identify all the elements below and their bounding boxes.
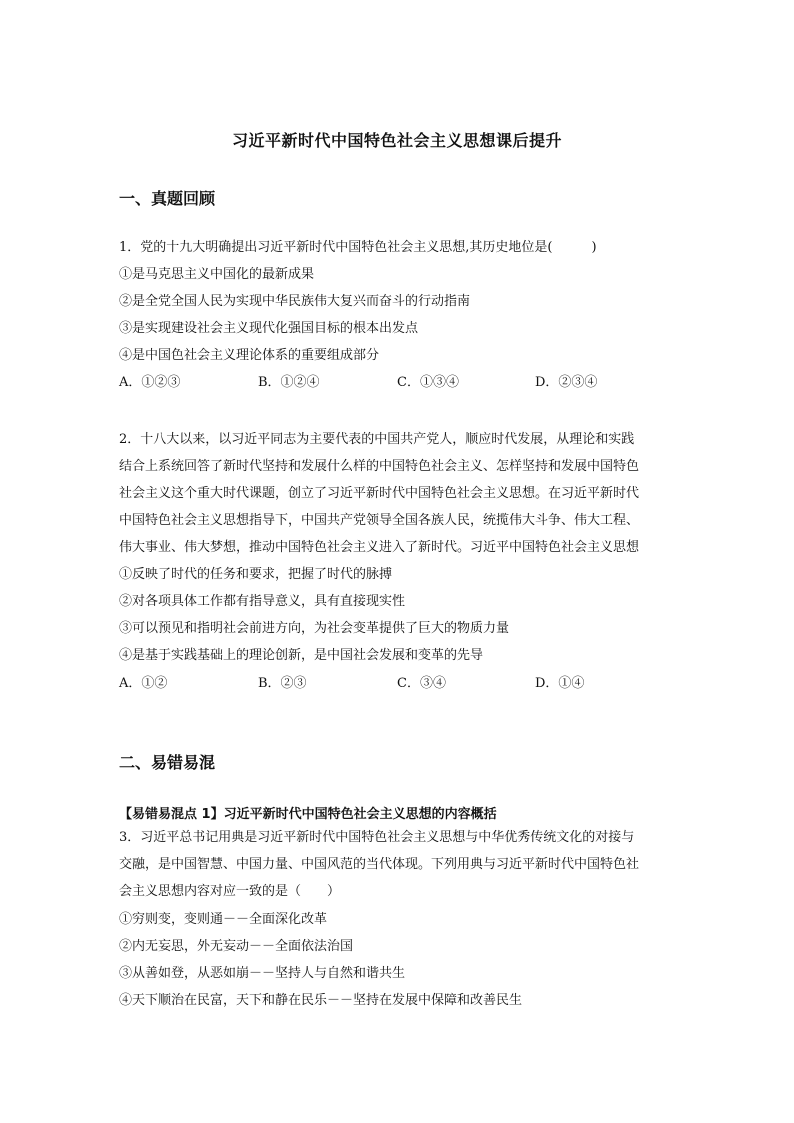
question-1-item: ①是马克思主义中国化的最新成果 (119, 267, 315, 282)
question-1-item: ④是中国色社会主义理论体系的重要组成部分 (119, 348, 380, 363)
option-b: B．①②④ (258, 375, 320, 390)
question-3-item: ①穷则变，变则通－－全面深化改革 (119, 912, 328, 927)
question-1-options (119, 375, 679, 391)
question-2-item: ②对各项具体工作都有指导意义，具有直接现实性 (119, 594, 406, 609)
question-1-item: ②是全党全国人民为实现中华民族伟大复兴而奋斗的行动指南 (119, 294, 471, 309)
question-3-item: ④天下顺治在民富，天下和静在民乐－－坚持在发展中保障和改善民生 (119, 993, 523, 1008)
option-c: C．①③④ (397, 375, 459, 390)
question-2-stem-line: 结合上系统回答了新时代坚持和发展什么样的中国特色社会主义、怎样坚持和发展中国特色 (119, 459, 640, 474)
page-title: 习近平新时代中国特色社会主义思想课后提升 (231, 131, 562, 150)
error-point-1-heading: 【易错易混点 1】习近平新时代中国特色社会主义思想的内容概括 (119, 807, 497, 822)
question-2-item: ④是基于实践基础上的理论创新，是中国社会发展和变革的先导 (119, 648, 484, 663)
section-heading-review: 一、真题回顾 (119, 189, 216, 208)
section-heading-common-errors: 二、易错易混 (119, 753, 216, 772)
question-3-stem-line: 3．习近平总书记用典是习近平新时代中国特色社会主义思想与中华优秀传统文化的对接与 (119, 830, 635, 845)
option-a: A．①② (119, 676, 168, 691)
question-2-stem-line: 中国特色社会主义思想指导下，中国共产党领导全国各族人民，统揽伟大斗争、伟大工程、 (119, 513, 640, 528)
question-2-item: ③可以预见和指明社会前进方向，为社会变革提供了巨大的物质力量 (119, 621, 510, 636)
question-3-stem-line: 交融，是中国智慧、中国力量、中国风范的当代体现。下列用典与习近平新时代中国特色社 (119, 857, 640, 872)
question-2-stem-line: 社会主义这个重大时代课题，创立了习近平新时代中国特色社会主义思想。在习近平新时代 (119, 486, 640, 501)
question-3-item: ②内无妄思，外无妄动－－全面依法治国 (119, 939, 354, 954)
question-2-item: ①反映了时代的任务和要求，把握了时代的脉搏 (119, 567, 393, 582)
question-2-stem-line: 伟大事业、伟大梦想，推动中国特色社会主义进入了新时代。习近平中国特色社会主义思想 (119, 540, 640, 555)
question-3-stem-line: 会主义思想内容对应一致的是（ ） (119, 884, 341, 899)
option-c: C．③④ (397, 676, 446, 691)
question-3-item: ③从善如登，从恶如崩－－坚持人与自然和谐共生 (119, 966, 406, 981)
question-2-options (119, 676, 679, 692)
question-1-stem: 1．党的十九大明确提出习近平新时代中国特色社会主义思想,其历史地位是( ) (119, 240, 597, 255)
option-a: A．①②③ (119, 375, 181, 390)
question-1-item: ③是实现建设社会主义现代化强国目标的根本出发点 (119, 321, 419, 336)
option-d: D．①④ (535, 676, 585, 691)
question-2-stem-line: 2．十八大以来，以习近平同志为主要代表的中国共产党人，顺应时代发展，从理论和实践 (119, 432, 635, 447)
option-d: D．②③④ (535, 375, 598, 390)
option-b: B．②③ (258, 676, 307, 691)
